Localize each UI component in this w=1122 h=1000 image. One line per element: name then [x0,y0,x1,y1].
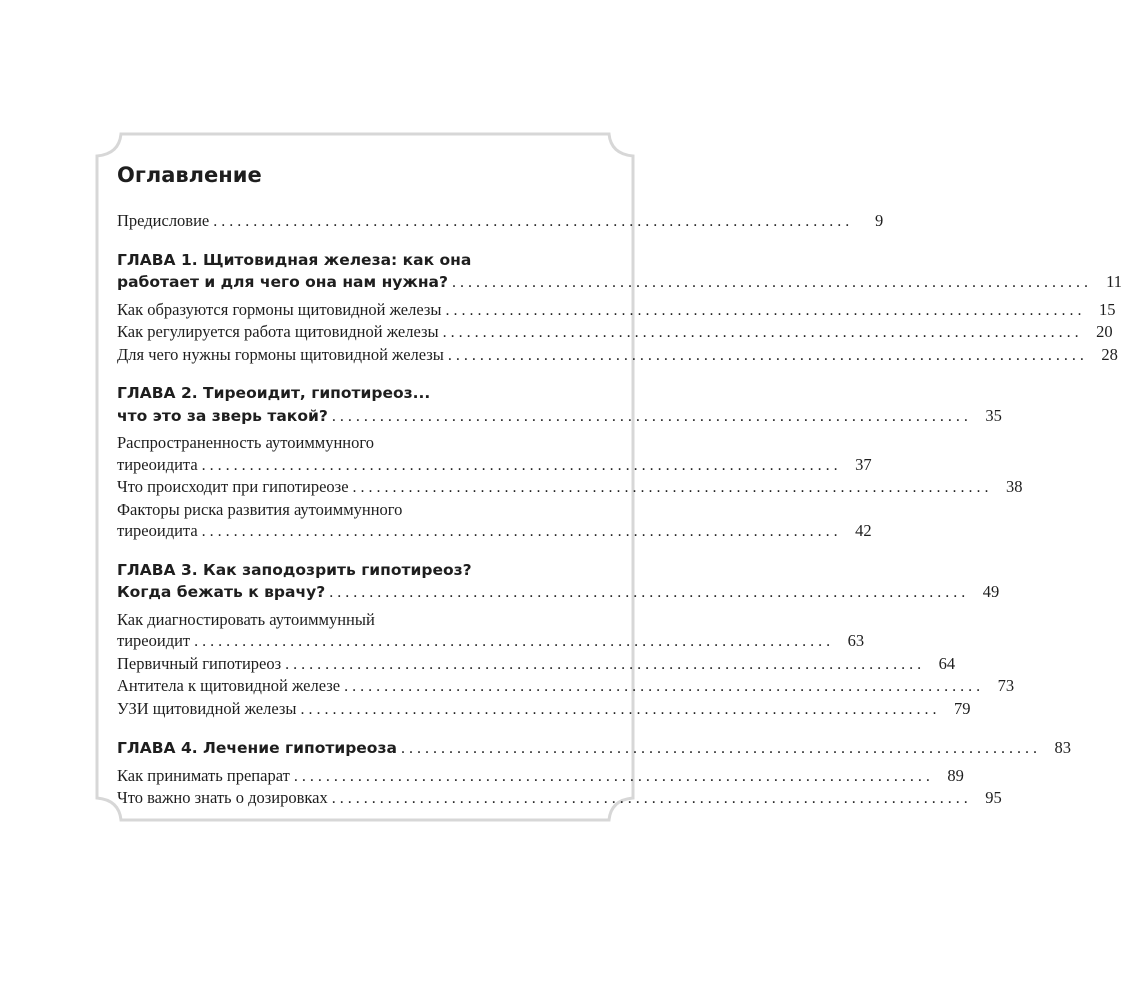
toc-entry-subsection[interactable] [117,765,964,788]
chapter-3-title-line1: ГЛАВА 3. Как заподозрить гипотиреоз? [117,560,472,579]
table-of-contents [117,160,1122,810]
toc-entry-subsection[interactable] [117,344,1118,367]
dot-leader: ................................................................................ [300,700,941,718]
toc-entry-page: 15 [1099,299,1116,319]
dot-leader: ................................................................................ [451,274,1092,291]
toc-entry-page: 64 [938,653,956,673]
toc-entry-label: тиреоидита [117,521,198,540]
toc-entry-label: Предисловие [117,211,210,230]
chapter-1-title-line1: ГЛАВА 1. Щитовидная железа: как она [117,250,472,269]
toc-entry-label: Антитела к щитовидной железе [117,676,341,695]
toc-entry-page: 28 [1101,344,1118,364]
toc-entry-label: Как принимать препарат [117,765,290,785]
chapter-4-title: ГЛАВА 4. Лечение гипотиреоза [117,739,397,757]
toc-entry-page: 35 [985,405,1002,425]
toc-entry-chapter-2[interactable] [117,405,1002,428]
toc-entry-chapter-4[interactable] [117,737,1071,760]
toc-entry-label: УЗИ щитовидной железы [117,698,297,718]
toc-entry-label: Что важно знать о дозировках [117,788,328,807]
toc-title: Оглавление [117,163,262,187]
dot-leader: ................................................................................ [344,678,985,695]
toc-entry-page: 20 [1096,322,1113,341]
dot-leader: ................................................................................ [442,324,1083,341]
toc-entry-page: 95 [985,788,1002,807]
chapter-2-title-line2: что это за зверь такой? [117,406,328,425]
dot-leader: ................................................................................ [400,740,1041,757]
chapter-2-title-line1: ГЛАВА 2. Тиреоидит, гипотиреоз... [117,384,431,402]
toc-entry-subsection[interactable] [117,698,971,721]
dot-leader: ................................................................................ [213,213,854,230]
toc-entry-chapter-3[interactable] [117,581,1000,604]
toc-entry-page: 73 [997,676,1015,695]
toc-entry-page: 37 [855,454,872,474]
toc-entry-label: Как регулируется работа щитовидной железы [117,322,439,341]
toc-entry-label: Что происходит при гипотиреозе [117,477,349,496]
toc-entry-subsection[interactable] [117,787,1002,810]
dot-leader: ................................................................................ [285,655,926,673]
toc-entry-page: 42 [855,521,872,540]
dot-leader: ................................................................................ [329,584,970,601]
dot-leader: ................................................................................ [331,790,972,807]
toc-entry-page: 9 [875,211,884,230]
toc-entry-label: Первичный гипотиреоз [117,653,282,673]
toc-entry-page: 79 [953,698,971,718]
toc-entry-subsection[interactable] [117,630,865,653]
toc-entry-subsection[interactable] [117,321,1113,344]
toc-entry-chapter-1[interactable] [117,271,1122,294]
toc-entry-subsection[interactable] [117,476,1023,499]
toc-entry-label-line1: Как диагностировать аутоиммунный [117,609,375,629]
toc-entry-subsection[interactable] [117,299,1116,322]
toc-entry-label: тиреоидит [117,631,191,650]
toc-entry-subsection[interactable] [117,675,1015,698]
toc-entry-label: Для чего нужны гормоны щитовидной железы [117,344,444,364]
dot-leader: ................................................................................ [293,767,934,785]
toc-entry-label: тиреоидита [117,454,198,474]
toc-entry-page: 49 [982,582,1000,601]
dot-leader: ................................................................................ [194,633,835,650]
toc-entry-page: 63 [847,631,865,650]
dot-leader: ................................................................................ [201,456,842,474]
chapter-3-title-line2: Когда бежать к врачу? [117,583,326,601]
toc-entry-preface[interactable] [117,210,884,233]
dot-leader: ................................................................................ [352,479,993,496]
toc-entry-page: 11 [1106,272,1122,291]
toc-entry-label-line1: Факторы риска развития аутоиммунного [117,499,403,519]
toc-entry-subsection[interactable] [117,653,956,676]
toc-entry-page: 83 [1054,738,1071,757]
dot-leader: ................................................................................ [201,523,842,540]
dot-leader: ................................................................................ [445,301,1086,319]
chapter-1-title-line2: работает и для чего она нам нужна? [117,273,448,291]
toc-entry-label: Как образуются гормоны щитовидной железы [117,299,442,319]
toc-entry-subsection[interactable] [117,520,872,543]
toc-entry-label-line1: Распространенность аутоиммунного [117,433,374,452]
toc-entry-page: 89 [947,765,964,785]
toc-entry-subsection[interactable] [117,454,872,477]
dot-leader: ................................................................................ [447,346,1088,364]
dot-leader: ................................................................................ [331,407,972,425]
toc-entry-page: 38 [1006,477,1023,496]
